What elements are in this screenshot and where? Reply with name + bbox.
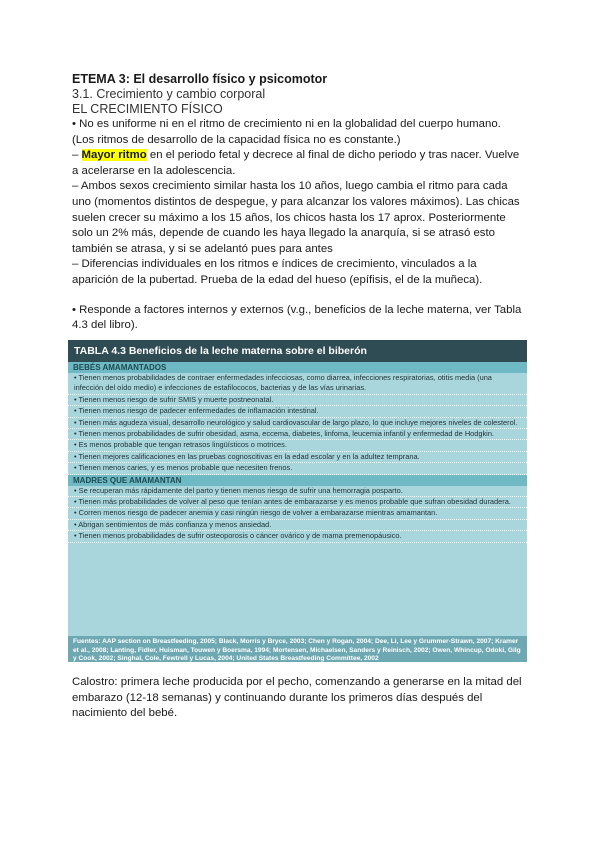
table-row: • Corren menos riesgo de padecer anemia y casi ningún riesgo de volver a embarazarse mientras amamantan. (68, 508, 527, 519)
page-title: ETEMA 3: El desarrollo físico y psicomotor (72, 72, 328, 86)
paragraph-colostrum: Calostro: primera leche producida por el pecho, comenzando a generarse en la mitad del embarazo (12-18 semanas) y continuando durante los primeros días después del nacimiento del bebé. (72, 676, 522, 720)
table-row: • Tienen menos caries, y es menos probable que necesiten frenos. (68, 463, 527, 474)
paragraph-uniformity: • No es uniforme ni en el ritmo de crecimiento ni en la globalidad del cuerpo humano. (Los ritmos de desarrollo de la capacidad física no es constante.) (72, 118, 501, 146)
table-row: • Tienen menos probabilidades de sufrir osteoporosis o cáncer ovárico y de mama premenopáusico. (68, 531, 527, 542)
mothers-list (68, 486, 527, 543)
highlighted-text: Mayor ritmo (81, 149, 147, 162)
table-row: • Tienen menos riesgo de sufrir SMIS y muerte postneonatal. (68, 395, 527, 406)
table-row: • Abrigan sentimientos de más confianza y menos ansiedad. (68, 520, 527, 531)
table-row: • Tienen menos riesgo de padecer enfermedades de inflamación intestinal. (68, 406, 527, 417)
table-body (68, 362, 527, 636)
table-title: TABLA 4.3 Beneficios de la leche materna sobre el biberón (68, 340, 527, 362)
breastfeeding-table (68, 340, 527, 663)
table-sources: Fuentes: AAP section on Breastfeeding, 2005; Black, Morris y Bryce, 2003; Chen y Rogan, 2004; Dee, Li, Lee y Grummer-Strawn, 2007; Kramer et al., 2008; Lanting, Fidler, Huisman, Touwen y Boersma, 1994; Mortensen, Michaelsen, Sanders y Reinisch, 2002; Owen, Whincup, Odoki, Gilg y Cook, 2002; Singhal, Cole, Fewtrell y Lucas, 2004; United States Breastfeeding Committee, 2002 (68, 636, 527, 662)
table-section-mothers: MADRES QUE AMAMANTAN (68, 475, 527, 486)
table-row: • Tienen menos probabilidades de contraer enfermedades infecciosas, como diarrea, infecciones respiratorias, otitis media (una infección del oído medio) e infecciones de estafilococos, bacterias y de las vías urinarias. (68, 373, 527, 395)
closing-paragraph-block (72, 675, 524, 722)
paragraph-individual-differences: – Diferencias individuales en los ritmos e índices de crecimiento, vinculados a la aparición de la pubertad. Prueba de la edad del hueso (epífisis, el de la muñeca). (72, 258, 483, 286)
table-row: • Tienen menos probabilidades de sufrir obesidad, asma, eccema, diabetes, linfoma, leucemia infantil y enfermedad de Hodgkin. (68, 429, 527, 440)
paragraph-factors: • Responde a factores internos y externos (v.g., beneficios de la leche materna, ver Tabla 4.3 del libro). (72, 303, 522, 332)
section-heading: EL CRECIMIENTO FÍSICO (72, 102, 223, 116)
paragraph-rhythm (72, 148, 524, 179)
paragraph-rhythm-rest: en el periodo fetal y decrece al final de dicho periodo y tras nacer. Vuelve a acelerarse en la adolescencia. (72, 149, 520, 177)
table-row: • Tienen mejores calificaciones en las pruebas cognoscitivas en la edad escolar y en la adultez temprana. (68, 452, 527, 463)
table-section-babies: BEBÉS AMAMANTADOS (68, 362, 527, 373)
table-row: • Es menos probable que tengan retrasos lingüísticos o motrices. (68, 440, 527, 451)
dash-prefix: – (72, 149, 82, 162)
paragraph-sexes: – Ambos sexos crecimiento similar hasta los 10 años, luego cambia el ritmo para cada uno (momentos distintos de despegue, y para alcanzar los valores máximos). Las chicas suelen crecer su máximo a los 15 años, los chicos hasta los 17 aprox. Posteriormente solo un 2% más, depende de cuando les haya llegado la anarquía, si se atrasó esto también se atrasa, y si se adelantó pues para antes (72, 180, 520, 255)
document-body (72, 72, 524, 334)
table-row: • Tienen más agudeza visual, desarrollo neurológico y salud cardiovascular de largo plazo, lo que incluye mejores niveles de colesterol. (68, 418, 527, 429)
babies-list (68, 373, 527, 475)
table-row: • Tienen más probabilidades de volver al peso que tenían antes de embarazarse y es menos probable que sufran obesidad duradera. (68, 497, 527, 508)
table-row: • Se recuperan más rápidamente del parto y tienen menos riesgo de sufrir una hemorragia posparto. (68, 486, 527, 497)
section-subtitle: 3.1. Crecimiento y cambio corporal (72, 87, 266, 101)
